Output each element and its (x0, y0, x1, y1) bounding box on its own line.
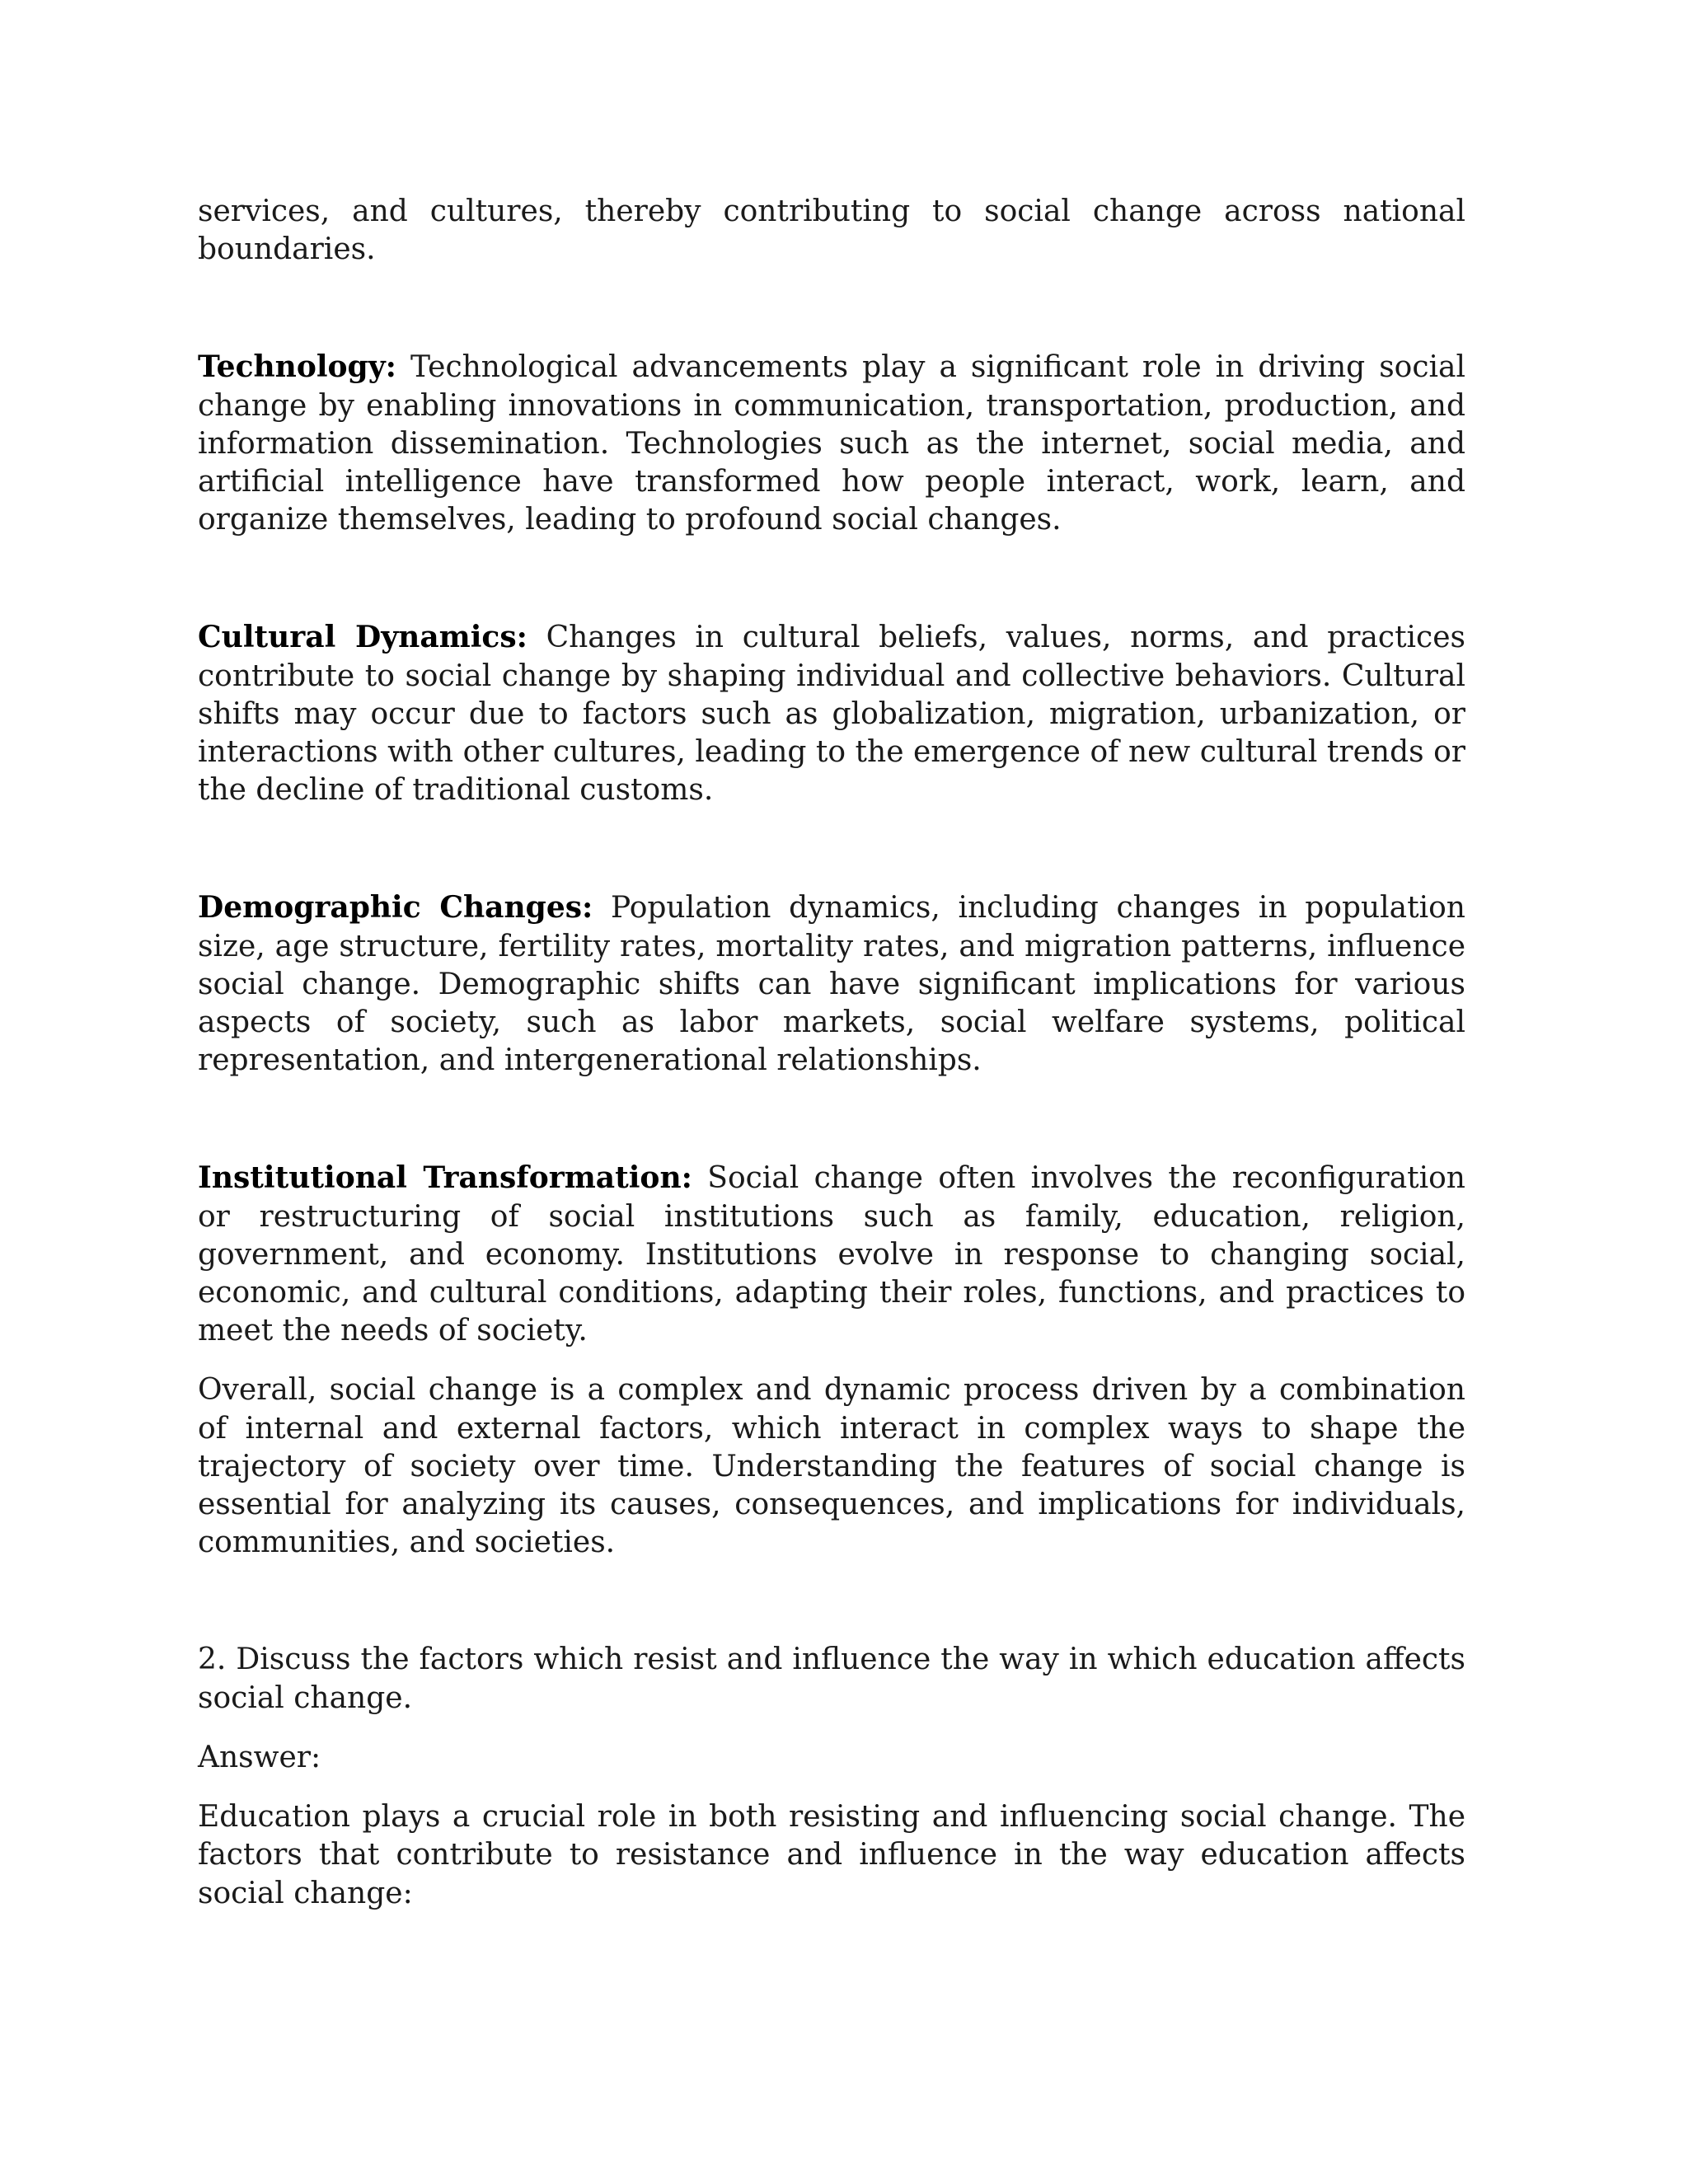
technology-term: Technology: (198, 349, 396, 385)
answer-intro-paragraph: Education plays a crucial role in both resisting and influencing social change. The factors that contribute to resistance and influence in the way education affects social change: (198, 1800, 1465, 1910)
demographic-changes-term: Demographic Changes: (198, 890, 593, 926)
conclusion-paragraph: Overall, social change is a complex and dynamic process driven by a combination of internal and external factors, which interact in complex ways to shape the trajectory of society over time. Understanding the features of social change is essential for analyzing its causes, consequences, and implications for individuals, communities, and societies. (198, 1373, 1465, 1560)
institutional-transformation-term: Institutional Transformation: (198, 1160, 692, 1196)
institutional-transformation-paragraph (198, 1159, 1465, 1350)
demographic-changes-text: Population dynamics, including changes in population size, age structure, fertility rates, mortality rates, and migration patterns, influence social change. Demographic shifts can have significant implications for various aspects of society, such as labor markets, social welfare systems, political representation, and intergenerational relationships. (198, 891, 1465, 1078)
question-paragraph: 2. Discuss the factors which resist and influence the way in which education affects social change. (198, 1643, 1465, 1715)
cultural-dynamics-paragraph (198, 618, 1465, 809)
answer-label: Answer: (198, 1740, 321, 1774)
document-body (198, 193, 1465, 1913)
cultural-dynamics-term: Cultural Dynamics: (198, 620, 528, 655)
cultural-dynamics-text: Changes in cultural beliefs, values, norms, and practices contribute to social change by shaping individual and collective behaviors. Cultural shifts may occur due to factors such as globalization, migration, urbanization, or interactions with other cultures, leading to the emergence of new cultural trends or the decline of traditional customs. (198, 621, 1466, 808)
demographic-changes-paragraph (198, 888, 1465, 1080)
technology-text: Technological advancements play a significant role in driving social change by enabling innovations in communication, transportation, production, and information dissemination. Technologies such as the internet, social media, and artificial intelligence have transformed how people interact, work, learn, and organize themselves, leading to profound social changes. (198, 350, 1465, 537)
institutional-transformation-text: Social change often involves the reconfiguration or restructuring of social institutions such as family, education, religion, government, and economy. Institutions evolve in response to changing social, economic, and cultural conditions, adapting their roles, functions, and practices to meet the needs of society. (198, 1161, 1465, 1348)
technology-paragraph (198, 348, 1465, 539)
continuation-paragraph: services, and cultures, thereby contributing to social change across national boundaries. (198, 194, 1465, 267)
